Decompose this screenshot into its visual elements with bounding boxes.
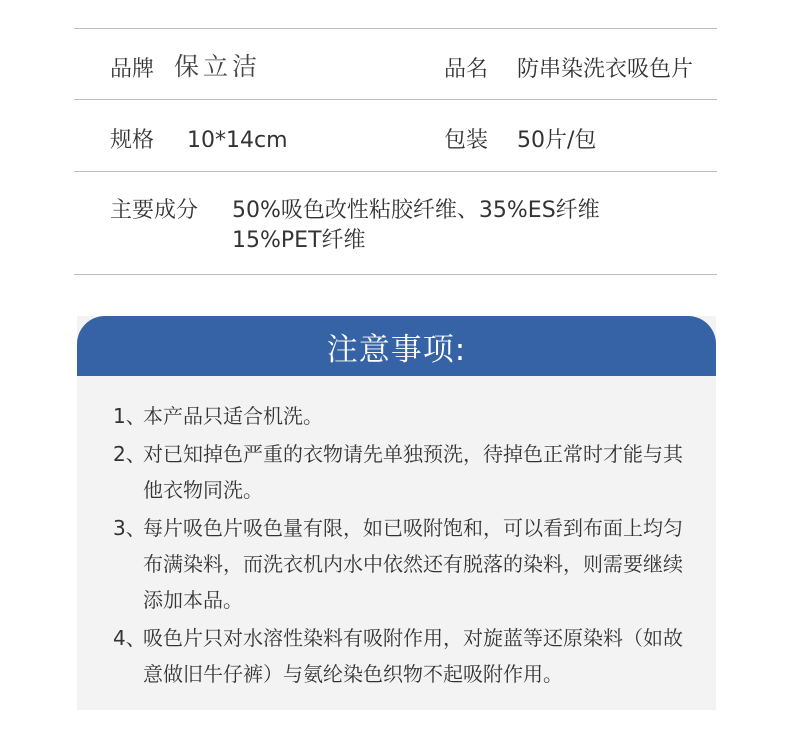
package-label: 包装 (444, 128, 489, 153)
list-item (113, 436, 693, 508)
spec-table (74, 28, 717, 275)
product-name-label: 品名 (444, 57, 489, 82)
spec-row-size (74, 100, 717, 171)
divider (74, 274, 717, 275)
item-number: 1、 (113, 404, 146, 428)
list-item (113, 620, 693, 692)
spec-row-brand (74, 29, 717, 99)
item-number: 3、 (113, 516, 146, 540)
notice-list (113, 398, 693, 694)
item-number: 4、 (113, 626, 146, 650)
item-text: 吸色片只对水溶性染料有吸附作用，对旋蓝等还原染料（如故意做旧牛仔裤）与氨纶染色织物不起吸附作用。 (143, 626, 683, 686)
size-label: 规格 (110, 128, 155, 153)
notice-title: 注意事项: (326, 331, 467, 368)
product-name-value: 防串染洗衣吸色片 (517, 57, 694, 82)
list-item (113, 510, 693, 618)
package-value: 50片/包 (517, 128, 597, 153)
item-text: 对已知掉色严重的衣物请先单独预洗，待掉色正常时才能与其他衣物同洗。 (143, 442, 683, 502)
brand-label: 品牌 (110, 57, 155, 82)
item-number: 2、 (113, 442, 146, 466)
composition-line-1: 50%吸色改性粘胶纤维、35%ES纤维 (232, 198, 600, 223)
composition-label: 主要成分 (110, 198, 199, 223)
composition-line-2: 15%PET纤维 (232, 228, 366, 253)
notice-header (77, 316, 716, 376)
list-item (113, 398, 693, 434)
spec-row-composition (74, 172, 717, 274)
item-text: 每片吸色片吸色量有限，如已吸附饱和，可以看到布面上均匀布满染料，而洗衣机内水中依然还有脱落的染料，则需要继续添加本品。 (143, 516, 683, 612)
size-value: 10*14cm (187, 128, 288, 153)
notice-panel (77, 316, 716, 710)
item-text: 本产品只适合机洗。 (143, 404, 323, 428)
brand-value: 保立洁 (174, 52, 262, 81)
